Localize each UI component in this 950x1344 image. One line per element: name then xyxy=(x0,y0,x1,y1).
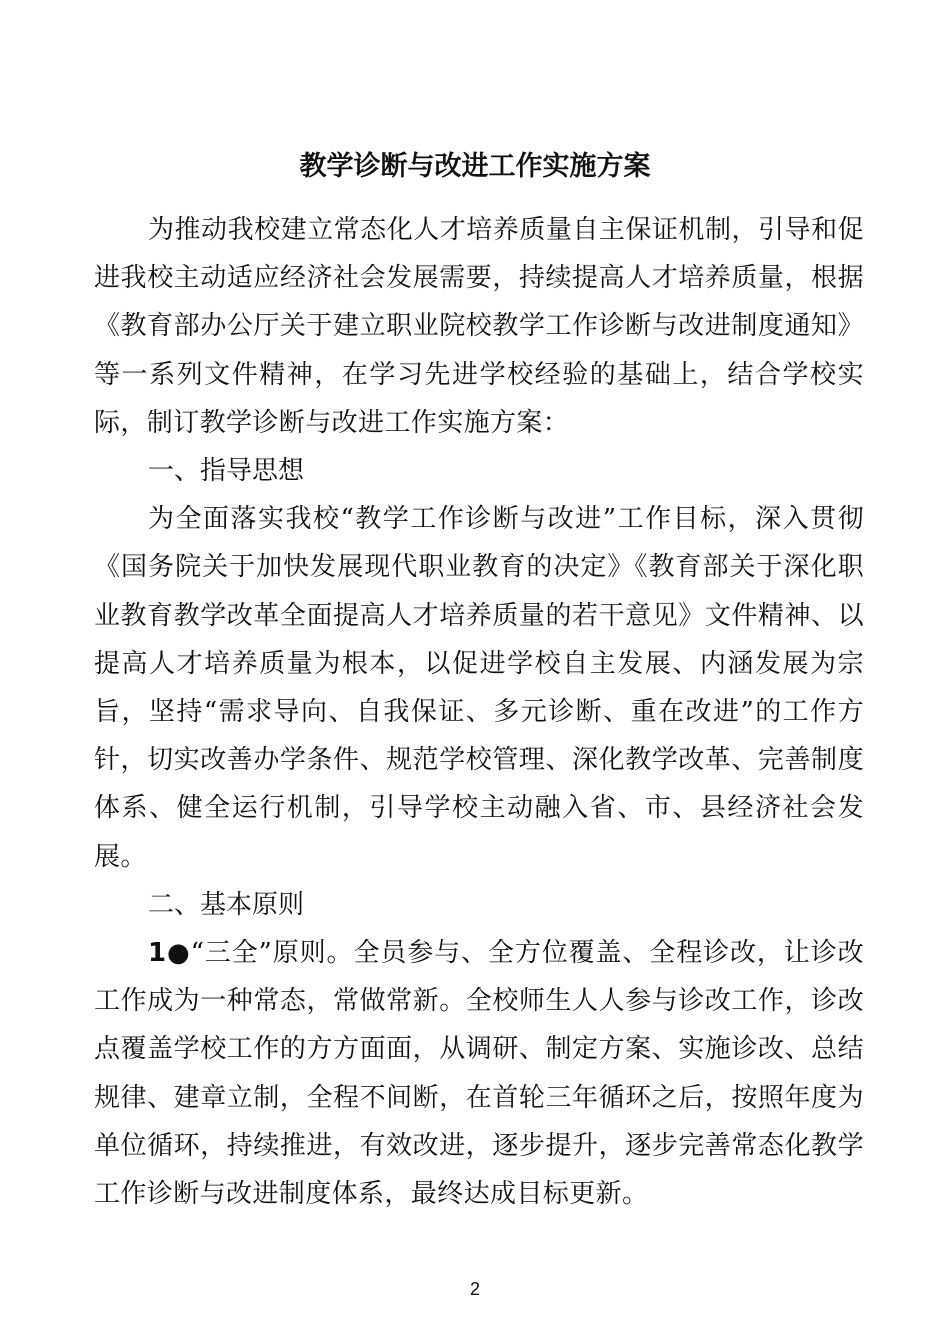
principle-item-1 xyxy=(94,929,864,1218)
page-number: 2 xyxy=(469,1279,480,1299)
principle-item-text: “三全”原则。全员参与、全方位覆盖、全程诊改，让诊改工作成为一种常态，常做常新。全校师生人人参与诊改工作，诊改点覆盖学校工作的方方面面，从调研、制定方案、实施诊改、总结规律、建章立制，全程不间断，在首轮三年循环之后，按照年度为单位循环，持续推进，有效改进，逐步提升，逐步完善常态化教学工作诊断与改进制度体系，最终达成目标更新。 xyxy=(94,938,864,1210)
intro-paragraph: 为推动我校建立常态化人才培养质量自主保证机制，引导和促进我校主动适应经济社会发展需要，持续提高人才培养质量，根据《教育部办公厅关于建立职业院校教学工作诊断与改进制度通知》等一系列文件精神，在学习先进学校经验的基础上，结合学校实际，制订教学诊断与改进工作实施方案： xyxy=(94,215,864,438)
section-heading-basic-principles: 二、基本原则 xyxy=(148,889,305,920)
document-title: 教学诊断与改进工作实施方案 xyxy=(299,151,651,182)
principle-item-number: 1● xyxy=(148,938,191,969)
section-heading-guiding-ideology: 一、指导思想 xyxy=(148,456,305,487)
guiding-ideology-paragraph: 为全面落实我校“教学工作诊断与改进”工作目标，深入贯彻《国务院关于加快发展现代职业教育的决定》《教育部关于深化职业教育教学改革全面提高人才培养质量的若干意见》文件精神、以提高人才培养质量为根本，以促进学校自主发展、内涵发展为宗旨，坚持“需求导向、自我保证、多元诊断、重在改进”的工作方针，切实改善办学条件、规范学校管理、深化教学改革、完善制度体系、健全运行机制，引导学校主动融入省、市、县经济社会发展。 xyxy=(94,504,864,872)
document-body xyxy=(94,206,864,1218)
